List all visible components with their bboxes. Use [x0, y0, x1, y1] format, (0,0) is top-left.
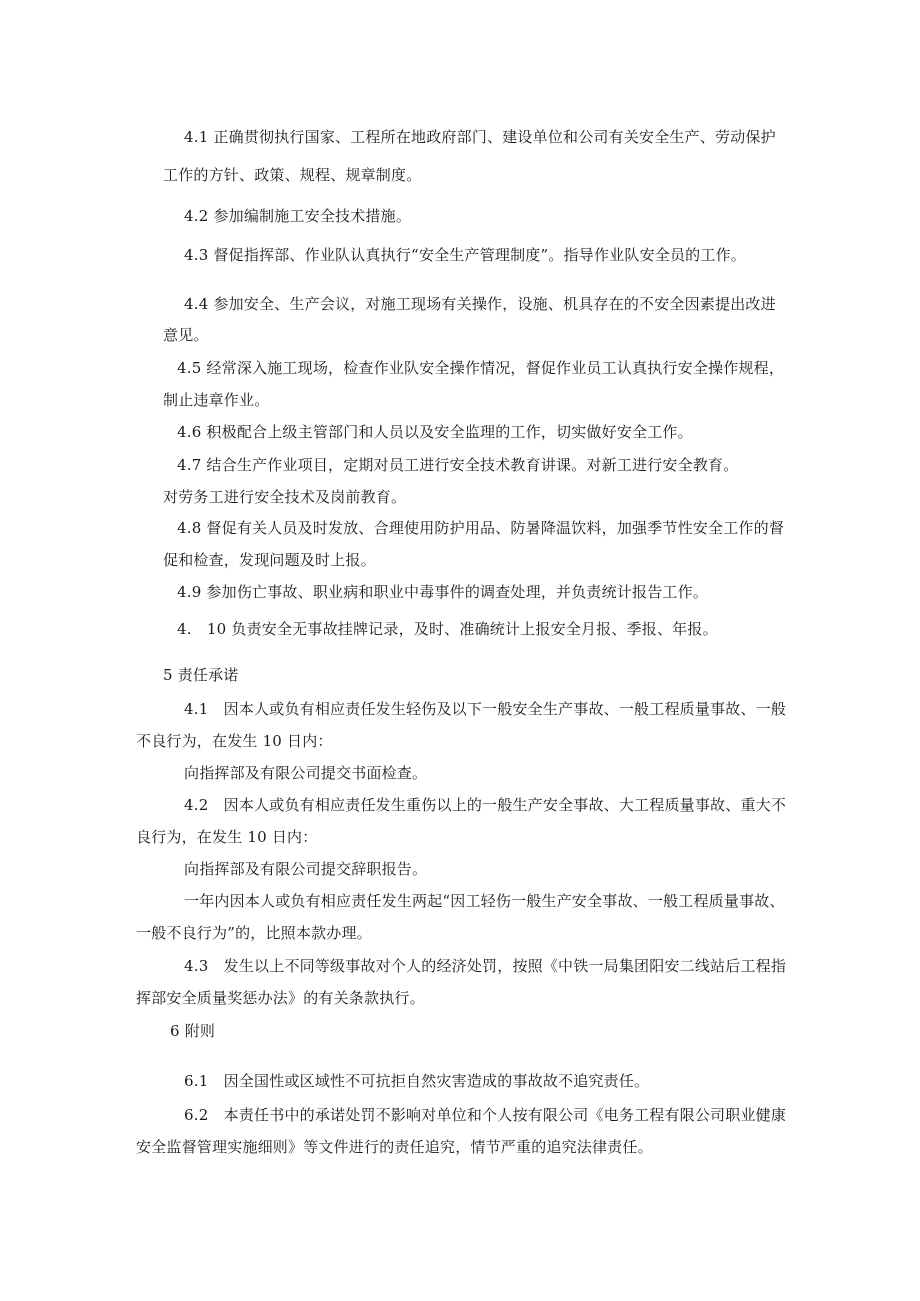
clause-4-8-line-1: 4.8 督促有关人员及时发放、合理使用防护用品、防暑降温饮料，加强季节性安全工作的督	[177, 519, 785, 537]
clause-4-4-line-2: 意见。	[163, 326, 209, 344]
clause-4-1-line-2: 工作的方针、政策、规程、规章制度。	[163, 166, 422, 184]
section-5-heading: 5 责任承诺	[163, 666, 239, 684]
clause-5-2-line-5: 一般不良行为”的，比照本款办理。	[136, 924, 372, 942]
clause-4-6: 4.6 积极配合上级主管部门和人员以及安全监理的工作，切实做好安全工作。	[177, 423, 693, 441]
clause-4-1-line-1: 4.1 正确贯彻执行国家、工程所在地政府部门、建设单位和公司有关安全生产、劳动保护	[184, 128, 776, 146]
clause-6-1: 6.1 因全国性或区域性不可抗拒自然灾害造成的事故故不追究责任。	[184, 1072, 650, 1090]
clause-4-10: 4. 10 负责安全无事故挂牌记录，及时、准确统计上报安全月报、季报、年报。	[177, 620, 718, 638]
clause-4-7-line-2: 对劳务工进行安全技术及岗前教育。	[163, 488, 407, 506]
clause-4-3: 4.3 督促指挥部、作业队认真执行“安全生产管理制度”。指导作业队安全员的工作。	[184, 246, 746, 264]
clause-5-2-line-2: 良行为，在发生 10 日内：	[136, 828, 318, 846]
clause-5-1-line-2: 不良行为，在发生 10 日内：	[136, 732, 333, 750]
clause-5-2-line-1: 4.2 因本人或负有相应责任发生重伤以上的一般生产安全事故、大工程质量事故、重大不	[184, 796, 787, 814]
clause-4-5-line-2: 制止违章作业。	[163, 391, 270, 409]
clause-4-5-line-1: 4.5 经常深入施工现场，检查作业队安全操作情况，督促作业员工认真执行安全操作规程，	[177, 359, 785, 377]
clause-6-2-line-2: 安全监督管理实施细则》等文件进行的责任追究，情节严重的追究法律责任。	[136, 1138, 653, 1156]
clause-5-2-line-4: 一年内因本人或负有相应责任发生两起“因工轻伤一般生产安全事故、一般工程质量事故、	[184, 892, 785, 910]
clause-4-7-line-1: 4.7 结合生产作业项目，定期对员工进行安全技术教育讲课。对新工进行安全教育。	[177, 456, 739, 474]
clause-5-3-line-2: 挥部安全质量奖惩办法》的有关条款执行。	[136, 989, 425, 1007]
clause-4-4-line-1: 4.4 参加安全、生产会议，对施工现场有关操作，设施、机具存在的不安全因素提出改进	[184, 295, 776, 313]
clause-4-9: 4.9 参加伤亡事故、职业病和职业中毒事件的调查处理，并负责统计报告工作。	[177, 583, 709, 601]
clause-6-2-line-1: 6.2 本责任书中的承诺处罚不影响对单位和个人按有限公司《电务工程有限公司职业健康	[184, 1106, 787, 1124]
clause-4-8-line-2: 促和检查，发现问题及时上报。	[163, 551, 376, 569]
clause-5-3-line-1: 4.3 发生以上不同等级事故对个人的经济处罚，按照《中铁一局集团阳安二线站后工程指	[184, 957, 787, 975]
clause-5-1-line-1: 4.1 因本人或负有相应责任发生轻伤及以下一般安全生产事故、一般工程质量事故、一般	[184, 700, 787, 718]
clause-4-2: 4.2 参加编制施工安全技术措施。	[184, 207, 412, 225]
clause-5-2-line-3: 向指挥部及有限公司提交辞职报告。	[184, 860, 428, 878]
section-6-heading: 6 附则	[170, 1022, 216, 1040]
clause-5-1-line-3: 向指挥部及有限公司提交书面检查。	[184, 764, 428, 782]
